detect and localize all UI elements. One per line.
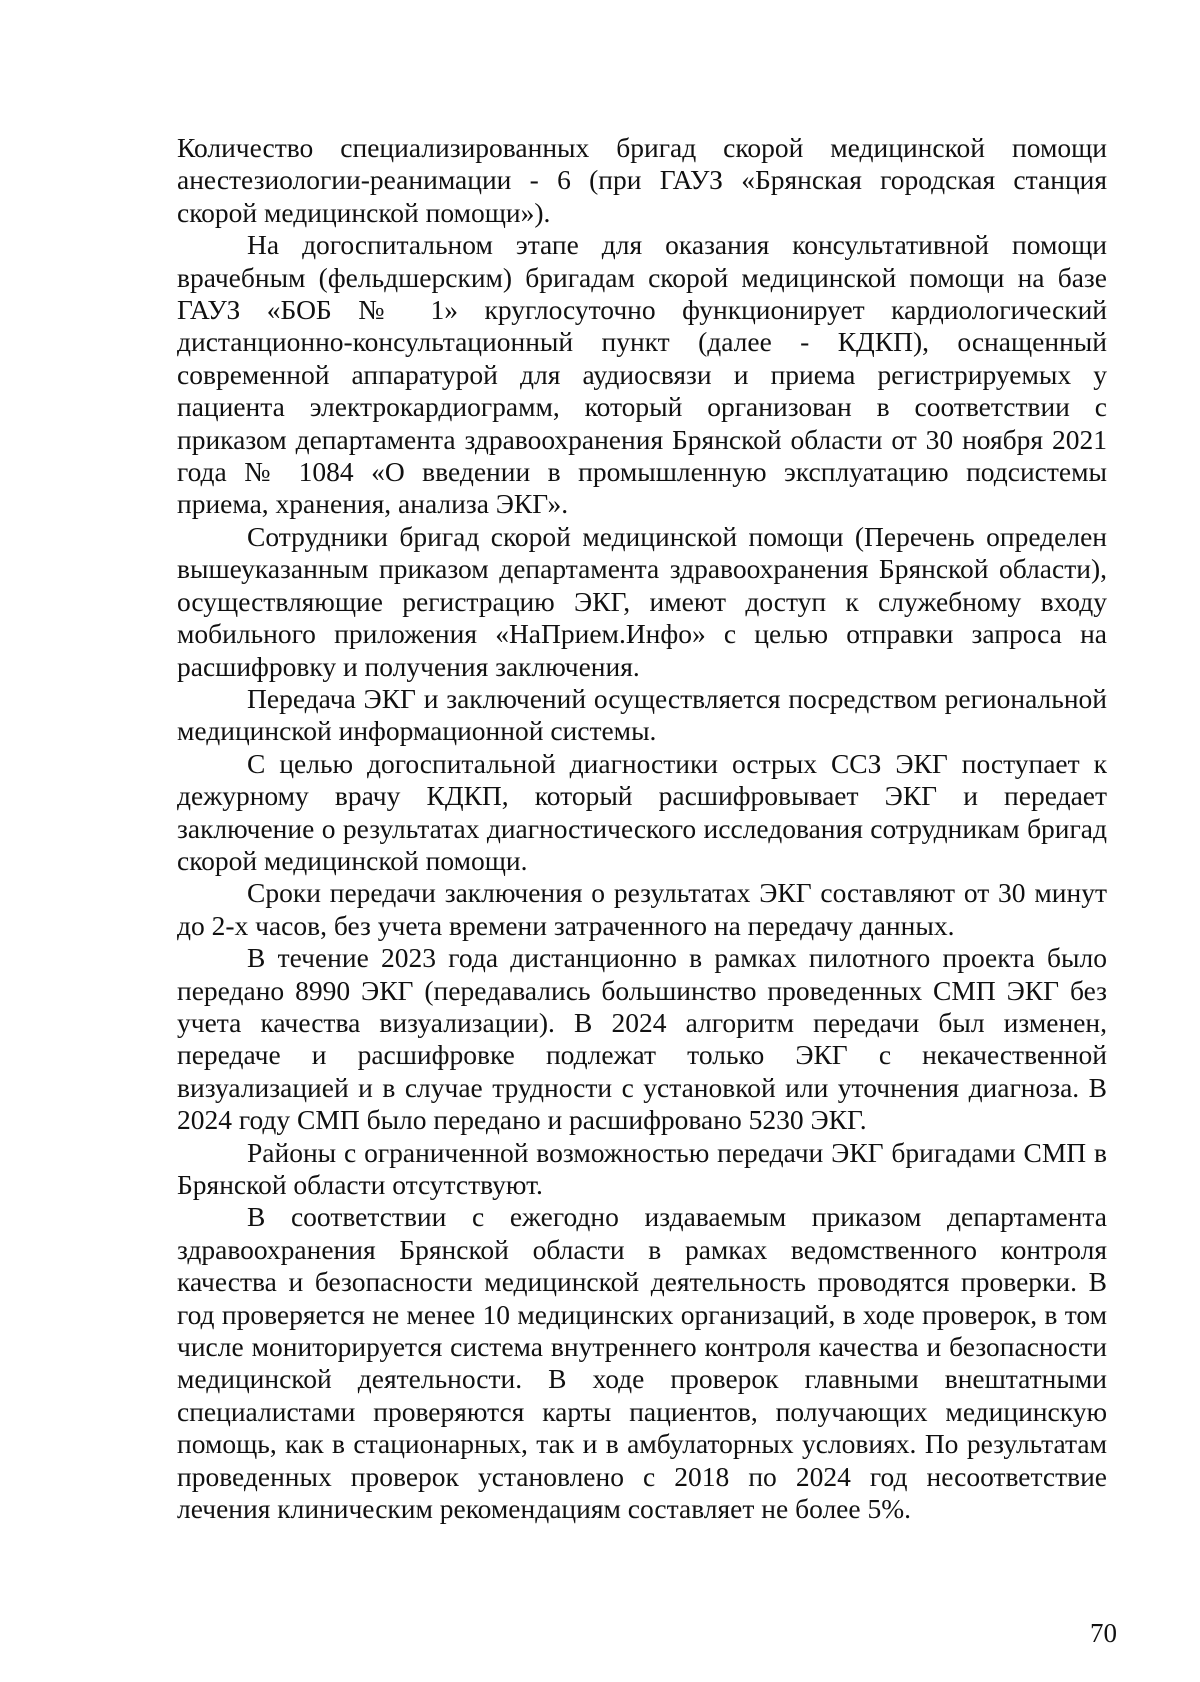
paragraph-kdkp: На догоспитальном этапе для оказания консультативной помощи врачебным (фельдшерским) бригадам скорой медицинской помощи на базе ГАУЗ «БОБ № 1» круглосуточно функционирует кардиологический дистанционно-консультационный пункт (далее - КДКП), оснащенный современной аппаратурой для аудиосвязи и приема регистрируемых у пациента электрокардиограмм, который организован в соответствии с приказом департамента здравоохранения Брянской области от 30 ноября 2021 года № 1084 «О введении в промышленную эксплуатацию подсистемы приема, хранения, анализа ЭКГ». — [177, 229, 1107, 520]
paragraph-timing: Сроки передачи заключения о результатах ЭКГ составляют от 30 минут до 2-х часов, без учета времени затраченного на передачу данных. — [177, 877, 1107, 941]
body-text — [177, 132, 1107, 1525]
paragraph-districts: Районы с ограниченной возможностью передачи ЭКГ бригадами СМП в Брянской области отсутствуют. — [177, 1136, 1107, 1200]
paragraph-brigades-count: Количество специализированных бригад скорой медицинской помощи анестезиологии-реанимации - 6 (при ГАУЗ «Брянская городская станция скорой медицинской помощи»). — [177, 132, 1107, 228]
page-number: 70 — [1090, 1618, 1117, 1648]
paragraph-statistics: В течение 2023 года дистанционно в рамках пилотного проекта было передано 8990 ЭКГ (передавались большинство проведенных СМП ЭКГ без учета качества визуализации). В 2024 алгоритм передачи был изменен, передаче и расшифровке подлежат только ЭКГ с некачественной визуализацией и в случае трудности с установкой или уточнения диагноза. В 2024 году СМП было передано и расшифровано 5230 ЭКГ. — [177, 942, 1107, 1136]
paragraph-diagnostics: С целью догоспитальной диагностики острых ССЗ ЭКГ поступает к дежурному врачу КДКП, который расшифровывает ЭКГ и передает заключение о результатах диагностического исследования сотрудникам бригад скорой медицинской помощи. — [177, 747, 1107, 876]
paragraph-staff-access: Сотрудники бригад скорой медицинской помощи (Перечень определен вышеуказанным приказом департамента здравоохранения Брянской области), осуществляющие регистрацию ЭКГ, имеют доступ к служебному входу мобильного приложения «НаПрием.Инфо» с целью отправки запроса на расшифровку и получения заключения. — [177, 520, 1107, 682]
paragraph-transmission: Передача ЭКГ и заключений осуществляется посредством региональной медицинской информационной системы. — [177, 682, 1107, 747]
paragraph-quality-control: В соответствии с ежегодно издаваемым приказом департамента здравоохранения Брянской области в рамках ведомственного контроля качества и безопасности медицинской деятельность проводятся проверки. В год проверяется не менее 10 медицинских организаций, в ходе проверок, в том числе мониторируется система внутреннего контроля качества и безопасности медицинской деятельности. В ходе проверок главными внештатными специалистами проверяются карты пациентов, получающих медицинскую помощь, как в стационарных, так и в амбулаторных условиях. По результатам проведенных проверок установлено с 2018 по 2024 год несоответствие лечения клиническим рекомендациям составляет не более 5%. — [177, 1201, 1107, 1525]
